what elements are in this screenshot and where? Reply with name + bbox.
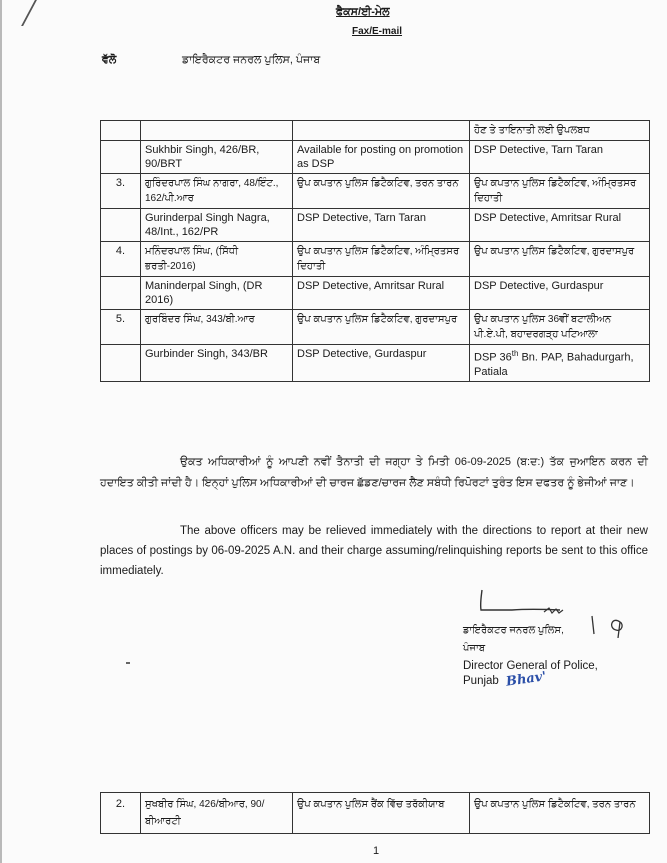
from-label: ਵੱਲੋ	[102, 54, 117, 66]
officer-name: Gurbinder Singh, 343/BR	[141, 345, 293, 382]
posting-from	[293, 121, 470, 141]
order-text-english: The above officers may be relieved immediately with the directions to report at their new places of postings by 06-09-2025 A.N. and their charge assuming/relinquishing reports be sent to this office immediately.	[100, 525, 648, 577]
officer-name: ਸੁਖਬੀਰ ਸਿੰਘ, 426/ਬੀਆਰ, 90/ਬੀਆਰਟੀ	[141, 793, 293, 834]
serial-number: 2.	[101, 793, 141, 834]
officer-name: Gurinderpal Singh Nagra, 48/Int., 162/PR	[141, 209, 293, 242]
serial-number: 4.	[101, 242, 141, 277]
table-row	[101, 310, 650, 345]
transfer-table	[100, 120, 650, 382]
page-edge	[0, 0, 2, 863]
from-name: ਡਾਇਰੈਕਟਰ ਜਨਰਲ ਪੁਲਿਸ, ਪੰਜਾਬ	[182, 54, 321, 66]
officer-name: ਮਨਿੰਦਰਪਾਲ ਸਿੰਘ, (ਸਿੱਧੀ ਭਰਤੀ-2016)	[141, 242, 293, 277]
posting-to: ਉਪ ਕਪਤਾਨ ਪੁਲਿਸ 36ਵੀਂ ਬਟਾਲੀਅਨ ਪੀ.ਏ.ਪੀ, ਬਹਾਦਰਗੜ੍ਹ ਪਟਿਆਲਾ	[470, 310, 650, 345]
page-number: 1	[373, 845, 380, 857]
officer-name: Maninderpal Singh, (DR 2016)	[141, 277, 293, 310]
posting-from: DSP Detective, Tarn Taran	[293, 209, 470, 242]
posting-to: ਉਪ ਕਪਤਾਨ ਪੁਲਿਸ ਡਿਟੈਕਟਿਵ, ਅੰਮ੍ਰਿਤਸਰ ਦਿਹਾਤੀ	[470, 174, 650, 209]
table-row	[101, 345, 650, 382]
posting-to: DSP Detective, Gurdaspur	[470, 277, 650, 310]
serial-number: 3.	[101, 174, 141, 209]
serial-number	[101, 345, 141, 382]
posting-from: DSP Detective, Gurdaspur	[293, 345, 470, 382]
officer-name: Sukhbir Singh, 426/BR, 90/BRT	[141, 141, 293, 174]
table-row	[101, 277, 650, 310]
posting-to: DSP Detective, Amritsar Rural	[470, 209, 650, 242]
scan-dot	[126, 662, 130, 664]
order-paragraph-english	[100, 521, 648, 581]
posting-from: DSP Detective, Amritsar Rural	[293, 277, 470, 310]
transfer-table-continued	[100, 792, 650, 834]
table-row	[101, 242, 650, 277]
table-row	[101, 174, 650, 209]
posting-from: ਉਪ ਕਪਤਾਨ ਪੁਲਿਸ ਰੈਂਕ ਵਿੱਚ ਤਰੱਕੀਯਾਬ	[293, 793, 470, 834]
scan-mark	[21, 0, 37, 26]
serial-number	[101, 141, 141, 174]
posting-to: DSP Detective, Tarn Taran	[470, 141, 650, 174]
posting-from: ਉਪ ਕਪਤਾਨ ਪੁਲਿਸ ਡਿਟੈਕਟਿਵ, ਗੁਰਦਾਸਪੁਰ	[293, 310, 470, 345]
serial-number	[101, 209, 141, 242]
posting-from: ਉਪ ਕਪਤਾਨ ਪੁਲਿਸ ਡਿਟੈਕਟਿਵ, ਤਰਨ ਤਾਰਨ	[293, 174, 470, 209]
serial-number	[101, 277, 141, 310]
order-text-punjabi: ਉਕਤ ਅਧਿਕਾਰੀਆਂ ਨੂੰ ਆਪਣੀ ਨਵੀਂ ਤੈਨਾਤੀ ਦੀ ਜਗ੍ਹਾ ਤੇ ਮਿਤੀ 06-09-2025 (ਬ:ਦ:) ਤੱਕ ਜੁਆਇਨ ਕਰਨ ਦੀ ਹਦਾਇਤ ਕੀਤੀ ਜਾਂਦੀ ਹੈ। ਇਨ੍ਹਾਂ ਪੁਲਿਸ ਅਧਿਕਾਰੀਆਂ ਦੀ ਚਾਰਜ ਛੱਡਣ/ਚਾਰਜ ਲੈਣ ਸਬੰਧੀ ਰਿਪੋਰਟਾਂ ਤੁਰੰਤ ਇਸ ਦਫਤਰ ਨੂੰ ਭੇਜੀਆਂ ਜਾਣ।	[100, 456, 648, 489]
posting-from: Available for posting on promotion as DSP	[293, 141, 470, 174]
table-row	[101, 141, 650, 174]
signatory-title-english: Director General of Police,	[463, 660, 598, 672]
signatory-state-english: Punjab	[463, 675, 499, 687]
posting-to: ਉਪ ਕਪਤਾਨ ਪੁਲਿਸ ਡਿਟੈਕਟਿਵ, ਗੁਰਦਾਸਪੁਰ	[470, 242, 650, 277]
serial-number: 5.	[101, 310, 141, 345]
order-paragraph-punjabi	[100, 452, 648, 494]
officer-name: ਗੁਰਬਿੰਦਰ ਸਿੰਘ, 343/ਬੀ.ਆਰ	[141, 310, 293, 345]
officer-name: ਗੁਰਿੰਦਰਪਾਲ ਸਿੰਘ ਨਾਗਰਾ, 48/ਇੰਟ., 162/ਪੀ.ਆਰ	[141, 174, 293, 209]
serial-number	[101, 121, 141, 141]
posting-from: ਉਪ ਕਪਤਾਨ ਪੁਲਿਸ ਡਿਟੈਕਟਿਵ, ਅੰਮ੍ਰਿਤਸਰ ਦਿਹਾਤੀ	[293, 242, 470, 277]
table-row	[101, 209, 650, 242]
table-row	[101, 793, 650, 834]
header-title-punjabi: ਫੈਕਸ/ਈ-ਮੇਲ	[336, 6, 390, 18]
posting-to: ਉਪ ਕਪਤਾਨ ਪੁਲਿਸ ਡਿਟੈਕਟਿਵ, ਤਰਨ ਤਾਰਨ	[470, 793, 650, 834]
signatory-state-punjabi: ਪੰਜਾਬ	[463, 643, 486, 654]
posting-to: ਹੋਣ ਤੇ ਤਾਇਨਾਤੀ ਲਈ ਉਪਲਬਧ	[470, 121, 650, 141]
posting-to: DSP 36th Bn. PAP, Bahadurgarh, Patiala	[470, 345, 650, 382]
officer-name	[141, 121, 293, 141]
signatory-title-punjabi: ਡਾਇਰੈਕਟਰ ਜਨਰਲ ਪੁਲਿਸ,	[463, 625, 564, 636]
table-row	[101, 121, 650, 141]
handwritten-initials: Bhav'	[505, 669, 548, 690]
header-title-english: Fax/E-mail	[352, 26, 403, 37]
